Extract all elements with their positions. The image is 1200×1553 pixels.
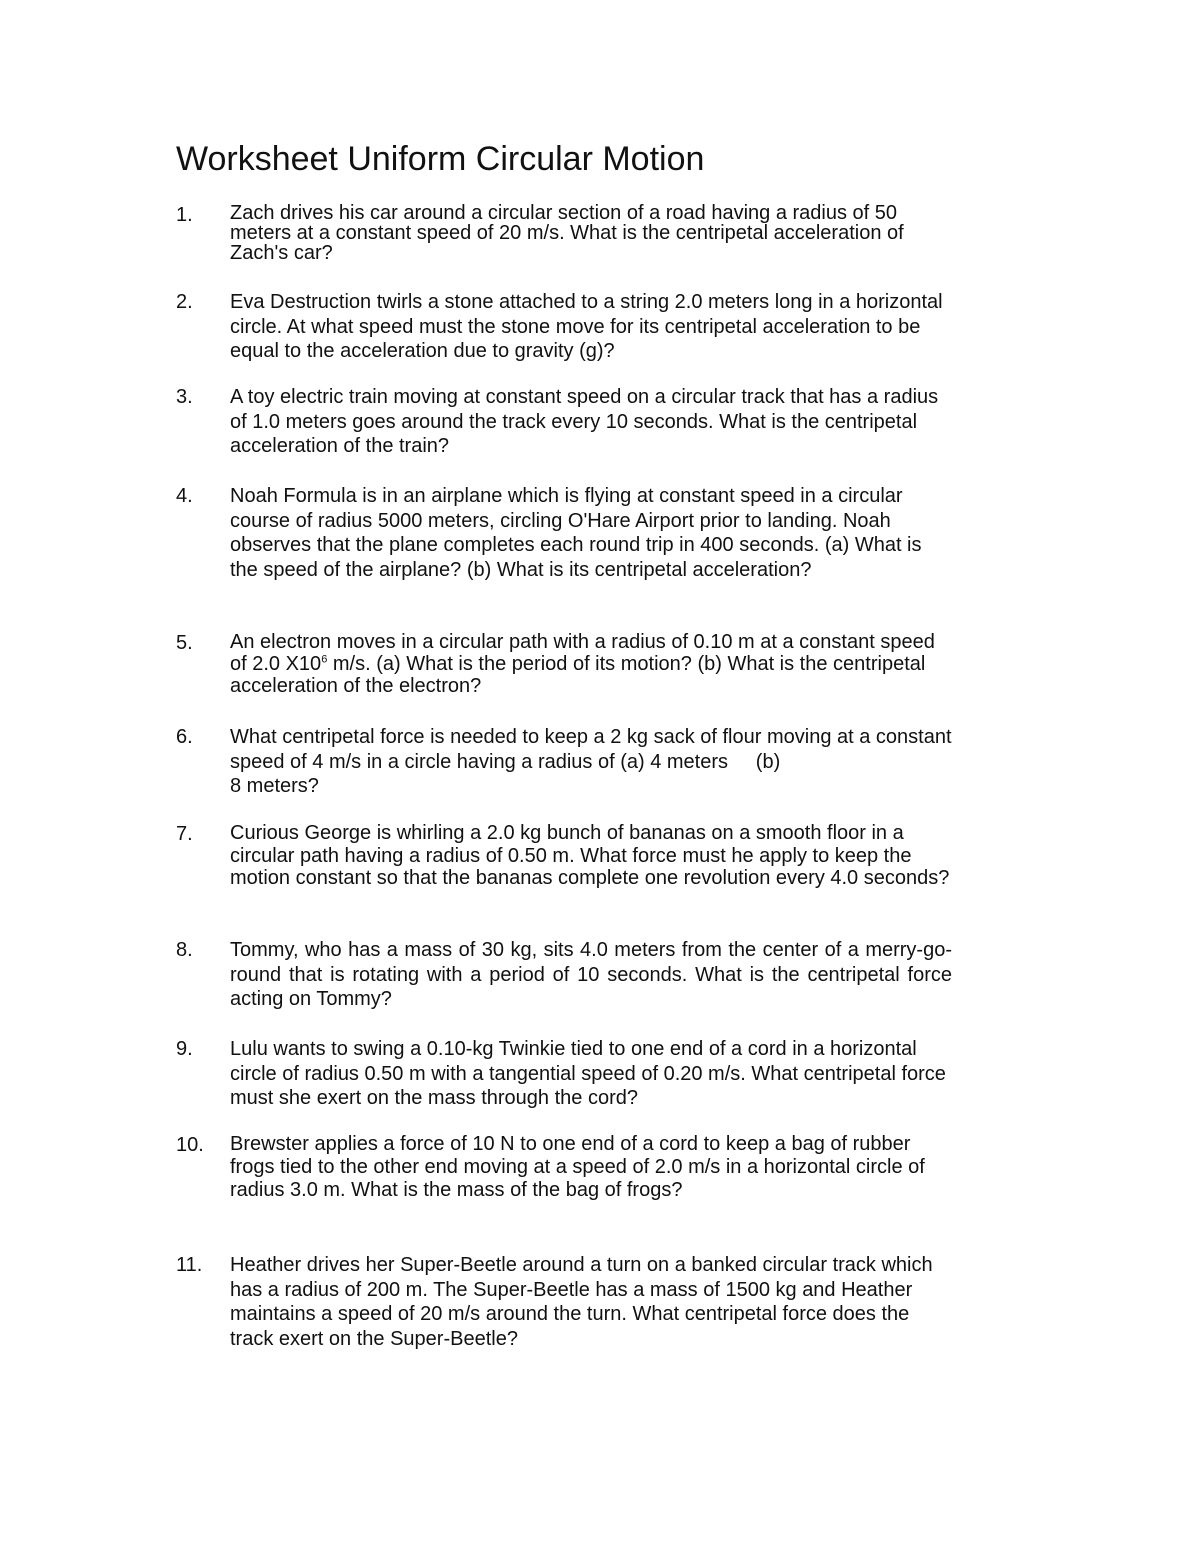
question-number: 4.: [176, 485, 193, 507]
question-number: 1.: [176, 204, 193, 226]
question-text: Zach drives his car around a circular section of a road having a radius of 50 meters at a constant speed of 20 m/s. What is the centripetal acceleration of Zach's car?: [230, 202, 904, 264]
question-text: [230, 631, 952, 697]
question-10: [176, 1133, 956, 1202]
question-8: [176, 938, 956, 1012]
question-5: [176, 631, 956, 697]
question-number: 6.: [176, 726, 193, 748]
question-text: What centripetal force is needed to keep a 2 kg sack of flour moving at a constant speed of 4 m/s in a circle having a radius of (a) 4 meters (b) 8 meters?: [230, 726, 952, 797]
question-text: Heather drives her Super-Beetle around a turn on a banked circular track which has a radius of 200 m. The Super-Beetle has a mass of 1500 kg and Heather maintains a speed of 20 m/s around the turn. What centripetal force does the track exert on the Super-Beetle?: [230, 1254, 933, 1350]
question-3: [176, 385, 956, 459]
question-number: 11.: [176, 1254, 203, 1276]
question-number: 8.: [176, 939, 193, 961]
question-1: [176, 203, 956, 263]
question-7: [176, 822, 956, 890]
question-text: A toy electric train moving at constant speed on a circular track that has a radius of 1.0 meters goes around the track every 10 seconds. What is the centripetal acceleration of the train?: [230, 386, 939, 457]
question-number: 3.: [176, 386, 193, 408]
question-text: Noah Formula is in an airplane which is flying at constant speed in a circular course of radius 5000 meters, circling O'Hare Airport prior to landing. Noah observes that the plane completes each round trip in 400 seconds. (a) What is the speed of the airplane? (b) What is its centripetal acceleration?: [230, 485, 922, 581]
question-text-before: An electron moves in a circular path with a radius of 0.10 m at a constant speed of 2.0 X10: [230, 631, 935, 675]
question-9: [176, 1037, 956, 1111]
question-text: Tommy, who has a mass of 30 kg, sits 4.0 meters from the center of a merry-go-round that is rotating with a period of 10 seconds. What is the centripetal force acting on Tommy?: [230, 939, 952, 1010]
question-number: 5.: [176, 632, 193, 654]
question-text-after: m/s. (a) What is the period of its motion? (b) What is the centripetal acceleration of the electron?: [230, 653, 926, 697]
question-4: [176, 484, 956, 582]
exponent: 6: [321, 653, 328, 666]
question-6: [176, 725, 956, 799]
question-text: Lulu wants to swing a 0.10-kg Twinkie tied to one end of a cord in a horizontal circle of radius 0.50 m with a tangential speed of 0.20 m/s. What centripetal force must she exert on the mass through the cord?: [230, 1038, 946, 1109]
question-number: 9.: [176, 1038, 193, 1060]
question-text: Eva Destruction twirls a stone attached to a string 2.0 meters long in a horizontal circle. At what speed must the stone move for its centripetal acceleration to be equal to the acceleration due to gravity (g)?: [230, 291, 943, 362]
worksheet-title: Worksheet Uniform Circular Motion: [176, 140, 705, 178]
question-text: Brewster applies a force of 10 N to one end of a cord to keep a bag of rubber frogs tied to the other end moving at a speed of 2.0 m/s in a horizontal circle of radius 3.0 m. What is the mass of the bag of frogs?: [230, 1133, 925, 1201]
question-number: 7.: [176, 823, 193, 845]
question-number: 2.: [176, 291, 193, 313]
question-text: Curious George is whirling a 2.0 kg bunch of bananas on a smooth floor in a circular path having a radius of 0.50 m. What force must he apply to keep the motion constant so that the bananas complete one revolution every 4.0 seconds?: [230, 822, 950, 889]
question-number: 10.: [176, 1134, 204, 1156]
question-2: [176, 290, 956, 364]
question-11: [176, 1253, 956, 1351]
